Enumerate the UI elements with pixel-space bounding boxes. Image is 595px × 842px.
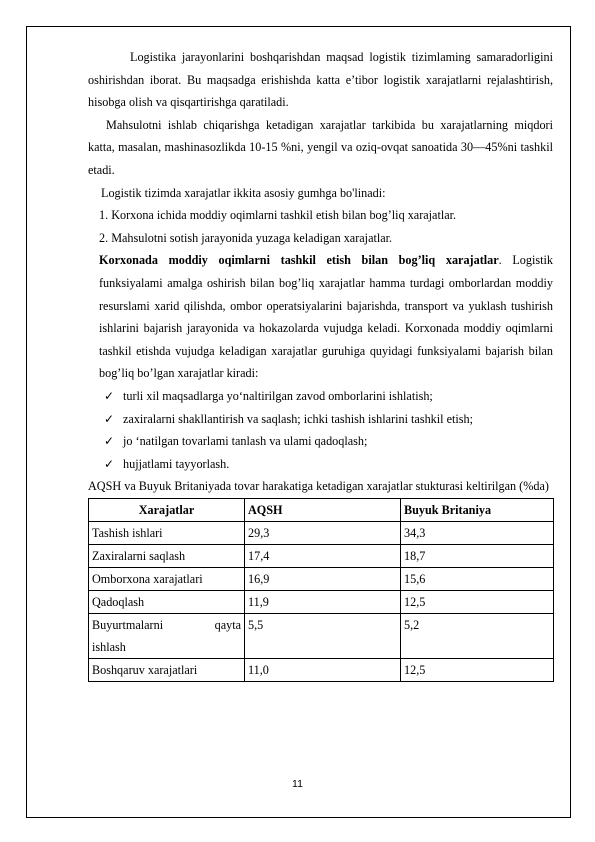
table-cell <box>89 613 245 658</box>
checkmark-icon: ✓ <box>104 411 115 426</box>
cell-word: qayta <box>214 617 241 632</box>
table-row <box>89 590 554 613</box>
table-row <box>89 567 554 590</box>
paragraph-costs-share: Mahsulotni ishlab chiqarishga ketadigan xarajatlar tarkibida bu xarajatlarning miqdori katta, masalan, mashinasozlikda 10-15 %ni, yengil va oziq-ovqat sanoatida 30—45%ni tashkil etadi. <box>88 117 553 177</box>
cost-structure-table <box>88 498 554 682</box>
list-item-text: zaxiralarni shakllantirish va saqlash; ichki tashish ishlarini tashkil etish; <box>123 411 473 426</box>
list-item <box>88 430 553 453</box>
table-cell: Omborxona xarajatlari <box>89 567 245 590</box>
table-cell: 12,5 <box>401 590 554 613</box>
table-row <box>89 613 554 658</box>
table-cell: 29,3 <box>245 521 401 544</box>
list-item-text: turli xil maqsadlarga yo‘naltirilgan zavod omborlarini ishlatish; <box>123 388 433 403</box>
table-cell: 5,5 <box>245 613 401 658</box>
table-cell: Qadoqlash <box>89 590 245 613</box>
document-body <box>88 46 553 682</box>
list-item <box>88 408 553 431</box>
paragraph-internal-costs <box>88 249 553 385</box>
table-cell: Zaxiralarni saqlash <box>89 544 245 567</box>
table-cell: 15,6 <box>401 567 554 590</box>
numbered-item-1: 1. Korxona ichida moddiy oqimlarni tashkil etish bilan bog’liq xarajatlar. <box>99 208 457 223</box>
table-cell: Boshqaruv xarajatlari <box>89 658 245 681</box>
table-row <box>89 544 554 567</box>
table-cell: 12,5 <box>401 658 554 681</box>
paragraph-groups: Logistik tizimda xarajatlar ikkita asosiy gumhga bo'linadi: <box>101 185 386 200</box>
column-header: AQSH <box>245 498 401 521</box>
table-row <box>89 521 554 544</box>
cell-line: ishlash <box>92 639 126 654</box>
table-cell: 5,2 <box>401 613 554 658</box>
table-cell: 18,7 <box>401 544 554 567</box>
checklist <box>88 385 553 475</box>
table-cell: 17,4 <box>245 544 401 567</box>
table-row <box>89 658 554 681</box>
checkmark-icon: ✓ <box>104 434 115 449</box>
checkmark-icon: ✓ <box>104 388 115 403</box>
table-cell: 34,3 <box>401 521 554 544</box>
paragraph-intro: Logistika jarayonlarini boshqarishdan maqsad logistik tizimlaming samaradorligini oshirishdan iborat. Bu maqsadga erishishda katta e’tibor logistik xarajatlarni rejalashtirish, hisobga olish va qisqartirishga qaratiladi. <box>88 50 553 110</box>
paragraph-internal-costs-text: . Logistik funksiyalami amalga oshirish bilan bog’liq xarajatlar hamma turdagi omborlardan moddiy resurslami xarid qilishda, ombor operatsiyalarini bajarishda, transport va yuklash tushirish ishlarini bajarish jarayonida va hokazolarda vujudga keladi. Korxonada moddiy oqimlarni tashkil etishda vujudga keladigan xarajatlar guruhiga quyidagi funksiyalami bajarish bilan bog’liq bo’lgan xarajatlar kiradi: <box>99 253 553 381</box>
checkmark-icon: ✓ <box>104 456 115 471</box>
table-cell: Tashish ishlari <box>89 521 245 544</box>
table-cell: 11,9 <box>245 590 401 613</box>
column-header: Xarajatlar <box>89 498 245 521</box>
list-item-text: jo ‘natilgan tovarlami tanlash va ulami qadoqlash; <box>123 434 368 449</box>
list-item-text: hujjatlami tayyorlash. <box>123 456 230 471</box>
table-cell: 16,9 <box>245 567 401 590</box>
numbered-item-2: 2. Mahsulotni sotish jarayonida yuzaga keladigan xarajatlar. <box>99 230 393 245</box>
table-caption: AQSH va Buyuk Britaniyada tovar harakatiga ketadigan xarajatlar stukturasi keltirilgan (%da) <box>88 479 549 494</box>
bold-heading: Korxonada moddiy oqimlarni tashkil etish bilan bog’liq xarajatlar <box>99 253 499 268</box>
cell-line <box>92 614 241 636</box>
list-item <box>88 453 553 476</box>
cell-word: Buyurtmalarni <box>92 617 164 632</box>
page-number: 11 <box>292 778 303 790</box>
column-header: Buyuk Britaniya <box>401 498 554 521</box>
list-item <box>88 385 553 408</box>
table-cell: 11,0 <box>245 658 401 681</box>
table-header-row <box>89 498 554 521</box>
